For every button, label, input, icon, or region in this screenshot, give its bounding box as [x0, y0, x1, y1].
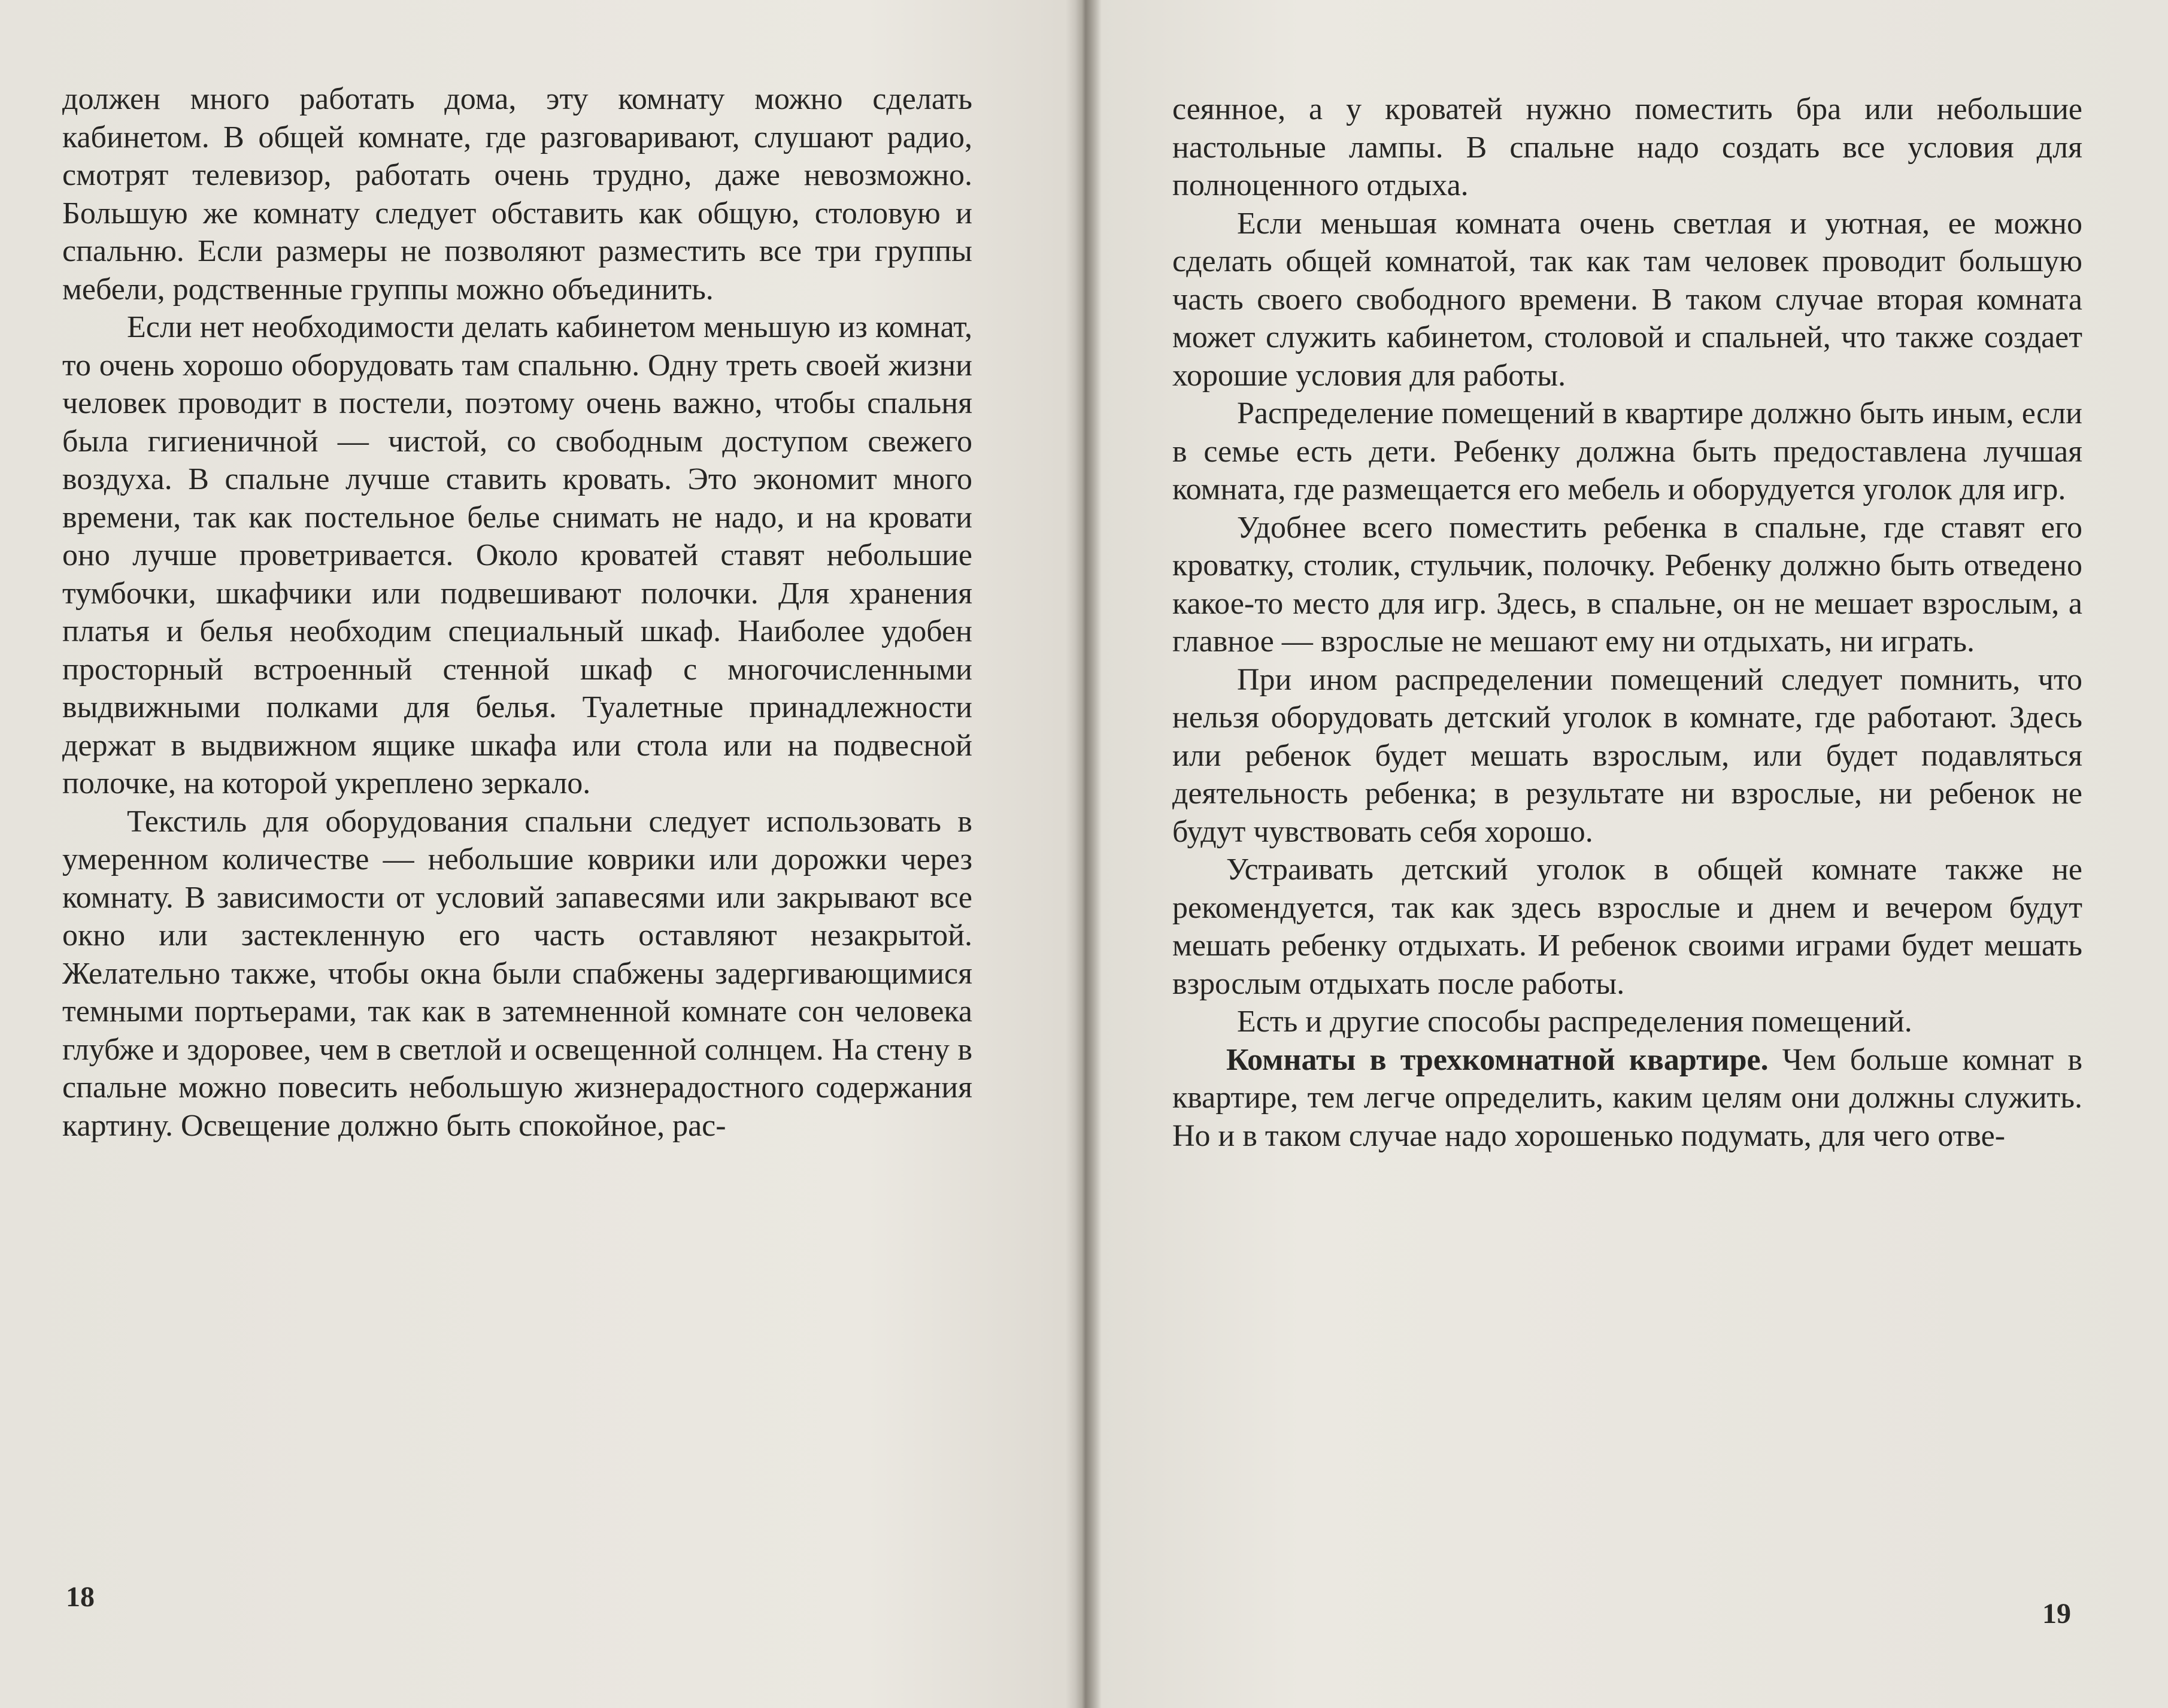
paragraph: Устраивать детский уголок в общей комнате также не рекомендуется, так как здесь взрослые и днем и вечером будут мешать ребенку отдыхать. И ребенок своими играми будет мешать взрослым отдыхать после работы. — [1172, 853, 2082, 1001]
page-number: 18 — [66, 1581, 95, 1613]
right-page — [1084, 0, 2168, 1708]
left-page-text — [62, 80, 972, 1145]
paragraph: Есть и другие способы распределения помещений. — [1237, 1005, 1912, 1039]
paragraph: Распределение помещений в квартире должно быть иным, если в семье есть дети. Ребенку должна быть предоставлена лучшая комната, где размещается его мебель и оборудуется уголок для игр. — [1172, 396, 2082, 506]
paragraph: Если меньшая комната очень светлая и уютная, ее можно сделать общей комнатой, так как там человек проводит большую часть своего свободного времени. В таком случае вторая комната может служить кабинетом, столовой и спальней, что также создает хорошие условия для работы. — [1172, 206, 2082, 393]
page-number: 19 — [2042, 1598, 2071, 1630]
paragraph: Текстиль для оборудования спальни следует использовать в умеренном количестве — небольшие коврики или дорожки через комнату. В зависимости от условий запавесями или закрывают все окно или застекленную его часть оставляют незакрытой. Желательно также, чтобы окна были спабжены задергивающимися темными портьерами, так как в затемненной комнате сон человека глубже и здоровее, чем в светлой и освещенной солнцем. На стену в спальне можно повесить небольшую жизнерадостного содержания картину. Освещение должно быть спокойное, рас- — [62, 804, 972, 1143]
paragraph: При ином распределении помещений следует помнить, что нельзя оборудовать детский уголок в комнате, где работают. Здесь или ребенок будет мешать взрослым, или будет подавляться деятельность ребенка; в результате ни взрослые, ни ребенок не будут чувствовать себя хорошо. — [1172, 662, 2082, 849]
right-page-text — [1172, 90, 2082, 1155]
left-page — [0, 0, 1081, 1708]
paragraph: должен много работать дома, эту комнату можно сделать кабинетом. В общей комнате, где разговаривают, слушают радио, смотрят телевизор, работать очень трудно, даже невозможно. Большую же комнату следует обставить как общую, столовую и спальню. Если размеры не позволяют разместить все три группы мебели, родственные группы можно объединить. — [62, 82, 972, 307]
paragraph: Если нет необходимости делать кабинетом меньшую из комнат, то очень хорошо оборудовать там спальню. Одну треть своей жизни человек проводит в постели, поэтому очень важно, чтобы спальня была гигиеничной — чистой, со свободным доступом свежего воздуха. В спальне лучше ставить кровать. Это экономит много времени, так как постельное белье снимать не надо, и на кровати оно лучше проветривается. Около кроватей ставят небольшие тумбочки, шкафчики или подвешивают полочки. Для хранения платья и белья необходим специальный шкаф. Наиболее удобен просторный встроенный стенной шкаф с многочисленными выдвижными полками для белья. Туалетные принадлежности держат в выдвижном ящике шкафа или стола или на подвесной полочке, на которой укреплено зеркало. — [62, 310, 972, 800]
paragraph: сеянное, а у кроватей нужно поместить бра или небольшие настольные лампы. В спальне надо создать все условия для полноценного отдыха. — [1172, 92, 2082, 202]
section-paragraph — [1172, 1041, 2082, 1155]
section-subheading: Комнаты в трехкомнатной квартире. — [1226, 1042, 1769, 1077]
paragraph-text: Чем больше комнат в квартире, тем легче определить, каким целям они должны служить. Но и в таком случае надо хорошенько подумать, для чего отве- — [1172, 1042, 2083, 1153]
paragraph: Удобнее всего поместить ребенка в спальне, где ставят его кроватку, столик, стульчик, полочку. Ребенку должно быть отведено какое-то место для игр. Здесь, в спальне, он не мешает взрослым, а главное — взрослые не мешают ему ни отдыхать, ни играть. — [1172, 510, 2082, 659]
